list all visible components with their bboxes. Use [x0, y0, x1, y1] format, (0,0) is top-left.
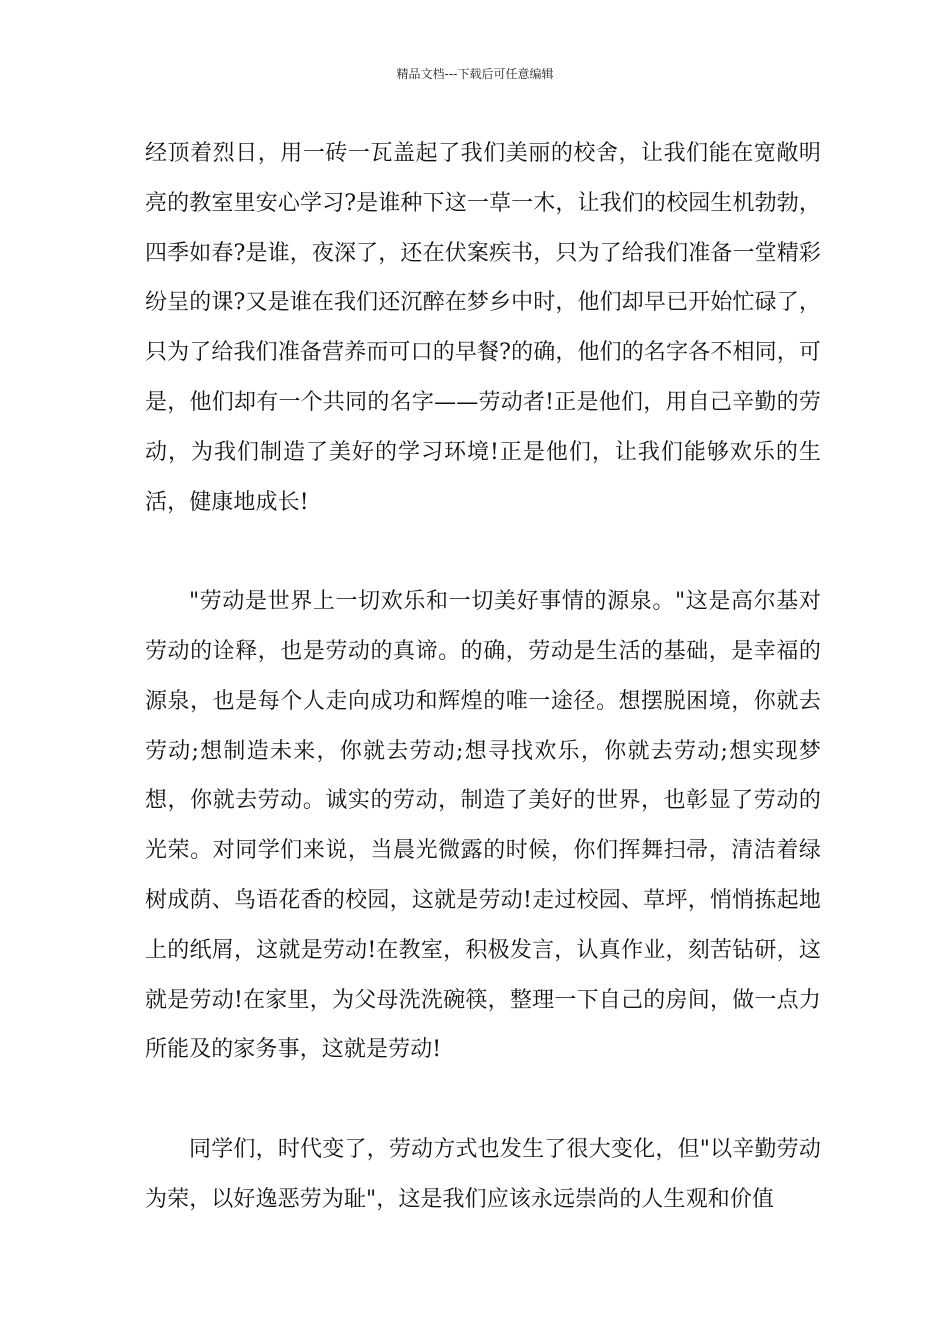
paragraph-2: "劳动是世界上一切欢乐和一切美好事情的源泉。"这是高尔基对劳动的诠释，也是劳动的真谛。的确，劳动是生活的基础，是幸福的源泉，也是每个人走向成功和辉煌的唯一途径。想摆脱困境，你就去劳动;想制造未来，你就去劳动;想寻找欢乐，你就去劳动;想实现梦想，你就去劳动。诚实的劳动，制造了美好的世界，也彰显了劳动的光荣。对同学们来说，当晨光微露的时候，你们挥舞扫帚，清洁着绿树成荫、鸟语花香的校园，这就是劳动!走过校园、草坪，悄悄拣起地上的纸屑，这就是劳动!在教室，积极发言，认真作业，刻苦钻研，这就是劳动!在家里，为父母洗洗碗筷，整理一下自己的房间，做一点力所能及的家务事，这就是劳动! — [145, 589, 821, 1063]
paragraph-3: 同学们，时代变了，劳动方式也发生了很大变化，但"以辛勤劳动为荣，以好逸恶劳为耻"，这是我们应该永远崇尚的人生观和价值 — [145, 1136, 821, 1212]
paragraph-spacer — [145, 527, 821, 577]
paragraph-1: 经顶着烈日，用一砖一瓦盖起了我们美丽的校舍，让我们能在宽敞明亮的教室里安心学习?是谁种下这一草一木，让我们的校园生机勃勃，四季如春?是谁，夜深了，还在伏案疾书，只为了给我们准备一堂精彩纷呈的课?又是谁在我们还沉醉在梦乡中时，他们却早已开始忙碌了，只为了给我们准备营养而可口的早餐?的确，他们的名字各不相同，可是，他们却有一个共同的名字——劳动者!正是他们，用自己辛勤的劳动，为我们制造了美好的学习环境!正是他们，让我们能够欢乐的生活，健康地成长! — [145, 141, 821, 515]
paragraph-spacer — [145, 1075, 821, 1125]
document-body — [145, 129, 821, 1225]
page-header: 精品文档---下载后可任意编辑 — [396, 67, 554, 81]
